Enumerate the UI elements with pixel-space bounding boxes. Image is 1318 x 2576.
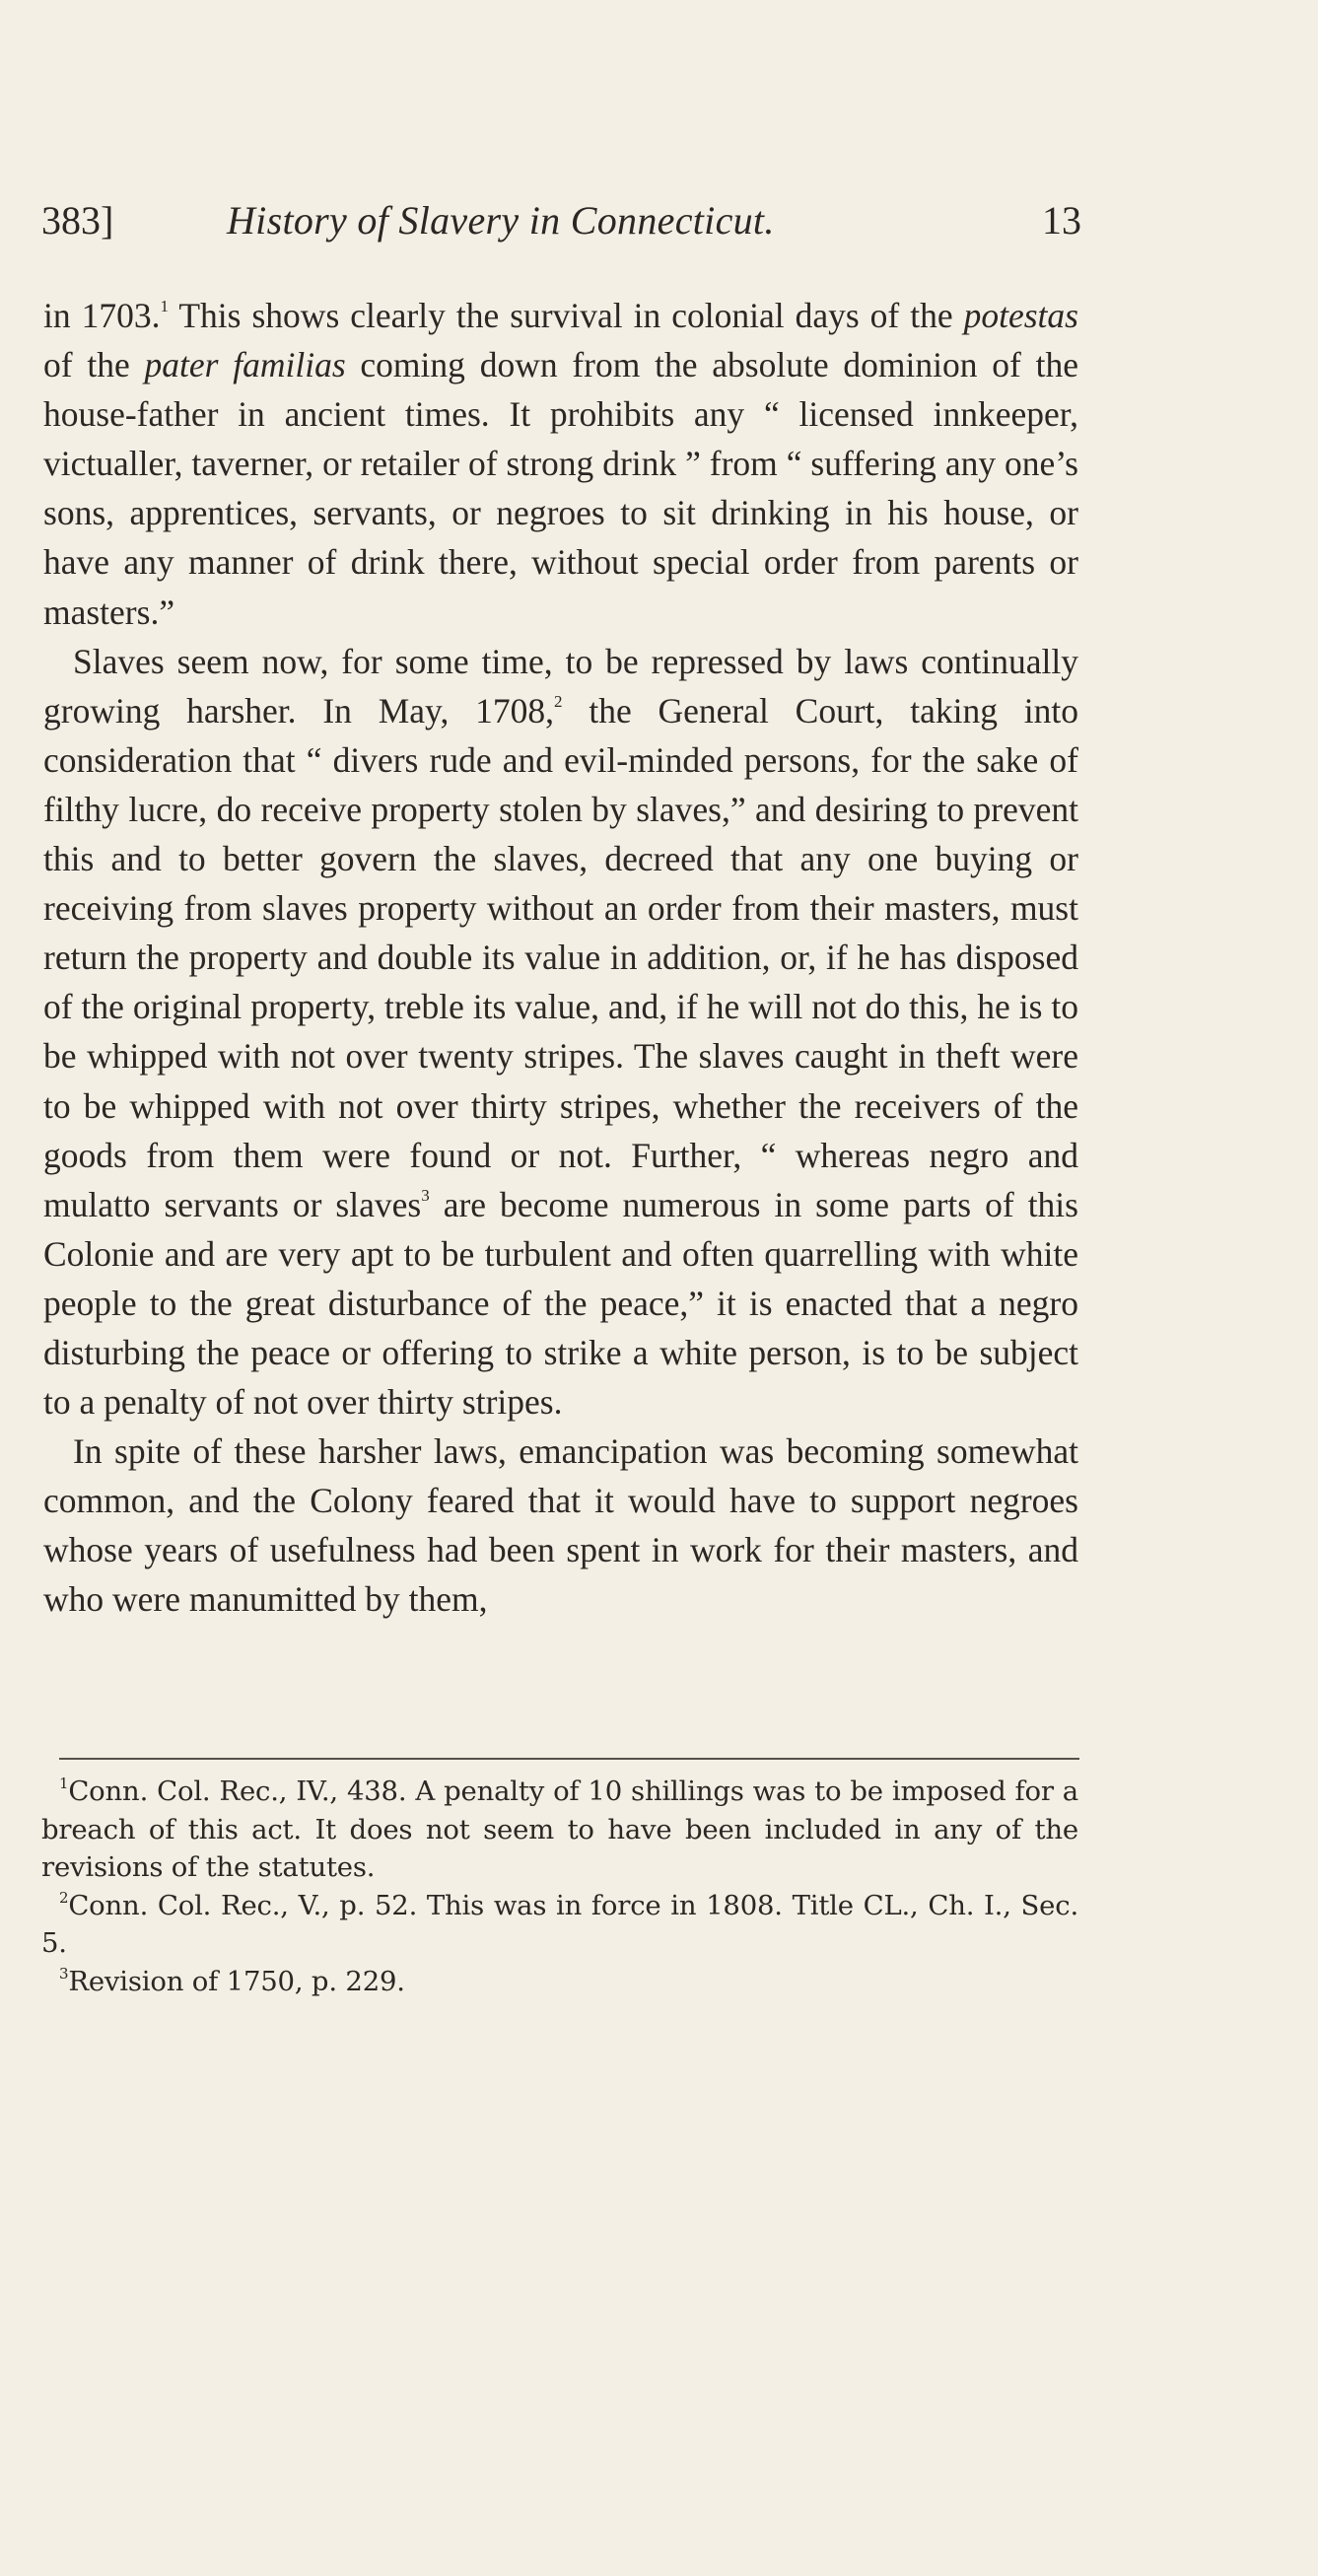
page-number-right: 13 [1042,198,1081,243]
footnote-mark: 3 [59,1964,69,1983]
text-segment: the General Court, taking into consideration that “ divers rude and evil-minded persons, for the sake of filthy lucre, do receive property stolen by slaves,” and desiring to prevent this and to better govern the slaves, decreed that any one buying or receiving from slaves property without an order from their masters, must return the property and double its value in addition, or, if he has disposed of the original property, treble its value, and, if he will not do this, he is to be whipped with not over twenty stripes. The slaves caught in theft were to be whipped with not over thirty stripes, whether the receivers of the goods from them were found or not. Further, “ whereas negro and mulatto servants or slaves [43,690,1078,1224]
text-segment: of the [43,345,145,385]
footnote-2 [41,1887,1078,1963]
paragraph-1 [43,291,1078,637]
text-segment: coming down from the absolute dominion of the house-father in ancient times. It prohibits any “ licensed innkeeper, victualler, taverner, or retailer of strong drink ” from “ suffering any one’s sons, apprentices, servants, or negroes to sit drinking in his house, or have any manner of drink there, without special order from parents or masters.” [43,345,1078,632]
running-title: History of Slavery in Connecticut. [227,198,775,243]
footnote-divider [59,1758,1079,1760]
footnote-ref: 3 [421,1185,430,1205]
paragraph-2 [43,637,1078,1427]
footnote-1 [41,1773,1078,1887]
text-segment: In spite of these harsher laws, emancipation was becoming somewhat common, and the Colony feared that it would have to support negroes whose years of usefulness had been spent in work for their masters, and who were manumitted by them, [43,1431,1078,1620]
footnote-mark: 2 [59,1888,69,1907]
running-header [41,197,1081,256]
italic-term: pater familias [144,345,346,385]
footnote-ref: 2 [554,691,563,711]
footnote-text: Conn. Col. Rec., IV., 438. A penalty of 10 shillings was to be imposed for a breach of this act. It does not seem to have been included in any of the revisions of the statutes. [41,1775,1078,1883]
italic-term: potestas [963,296,1078,335]
text-segment: are become numerous in some parts of this Colonie and are very apt to be turbulent and often quarrelling with white people to the great disturbance of the peace,” it is enacted that a negro disturbing the peace or offering to strike a white person, is to be subject to a penalty of not over thirty stripes. [43,1184,1078,1423]
text-segment: Slaves seem now, for some time, to be repressed by laws continually growing harsher. In May, 1708, [43,641,1078,731]
footnote-text: Revision of 1750, p. 229. [68,1965,405,1997]
paragraph-3 [43,1427,1078,1624]
footnote-ref: 1 [160,297,169,315]
body-text [43,291,1078,1625]
page-number-left: 383] [41,198,114,243]
footnote-3 [41,1963,1078,2001]
text-segment: in 1703. [43,296,161,335]
footnotes [41,1773,1078,2000]
footnote-mark: 1 [59,1775,69,1792]
text-segment: This shows clearly the survival in colonial days of the [169,296,964,335]
footnote-text: Conn. Col. Rec., V., p. 52. This was in force in 1808. Title CL., Ch. I., Sec. 5. [41,1889,1078,1959]
